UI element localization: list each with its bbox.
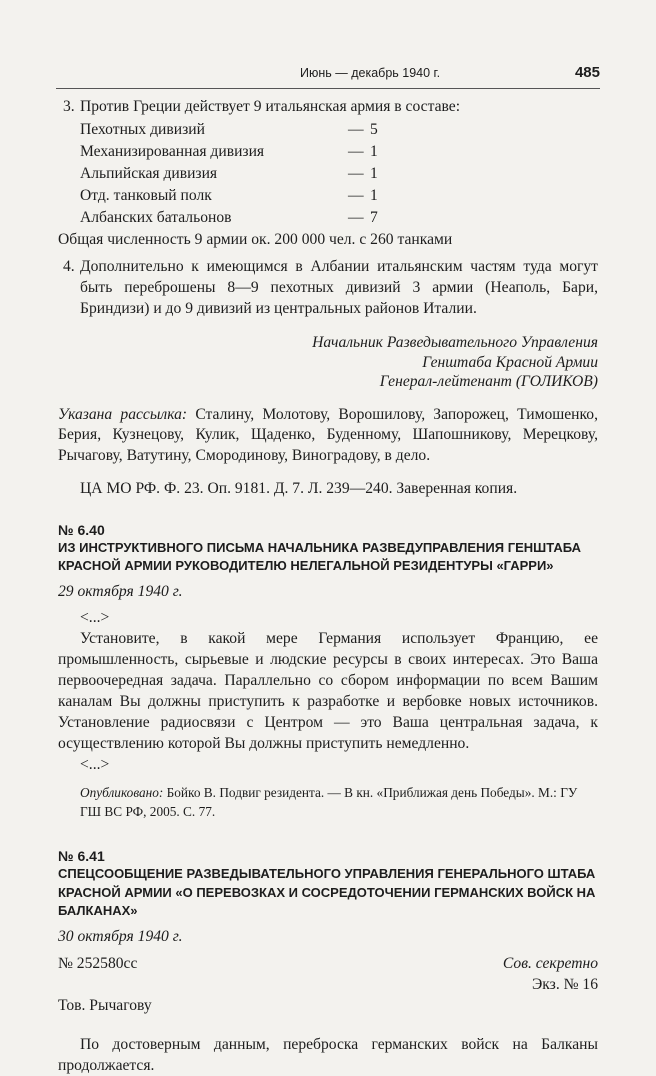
force-dash: — xyxy=(348,143,364,160)
list-item-number: 4. xyxy=(63,258,75,275)
force-value: 1 xyxy=(370,165,378,182)
document-number: № 6.40 xyxy=(58,522,105,538)
force-value: 7 xyxy=(370,209,378,226)
force-value: 5 xyxy=(370,121,378,138)
list-item-4 xyxy=(58,256,598,319)
document-title: ИЗ ИНСТРУКТИВНОГО ПИСЬМА НАЧАЛЬНИКА РАЗВЕДУПРАВЛЕНИЯ ГЕНШТАБА КРАСНОЙ АРМИИ РУКОВОДИТЕЛЮ НЕЛЕГАЛЬНОЙ РЕЗИДЕНТУРЫ «ГАРРИ» xyxy=(58,540,581,574)
running-head-title: Июнь — декабрь 1940 г. xyxy=(300,66,441,80)
omission-mark: <...> xyxy=(80,756,110,774)
running-head xyxy=(300,66,600,82)
addressee: Тов. Рычагову xyxy=(58,997,152,1015)
header-rule xyxy=(56,88,600,89)
registration-row xyxy=(58,953,598,974)
force-name: Механизированная дивизия xyxy=(80,143,265,160)
item3-intro: Против Греции действует 9 итальянская армия в составе: xyxy=(80,98,461,115)
page-content xyxy=(58,96,598,1076)
archive-source: ЦА МО РФ. Ф. 23. Оп. 9181. Д. 7. Л. 239—240. Заверенная копия. xyxy=(80,480,518,497)
distribution-text: Сталину, Молотову, Ворошилову, Запорожец, Тимошенко, Берия, Кузнецову, Кулик, Щаденко, Буденному, Шапошникову, Мерецкову, Рычагову, Ватутину, Смородинову, Виноградову, в дело. xyxy=(58,405,598,464)
document-number: № 6.41 xyxy=(58,848,105,865)
document-date: 29 октября 1940 г. xyxy=(58,583,183,601)
omission-mark: <...> xyxy=(80,609,110,627)
registration-number: № 252580сс xyxy=(58,955,138,973)
signature-line: Генерал-лейтенант (ГОЛИКОВ) xyxy=(379,373,598,390)
signature-block xyxy=(58,333,598,392)
signature-line: Начальник Разведывательного Управления xyxy=(312,334,598,351)
document-body: По достоверным данным, переброска германских войск на Балканы продолжается. xyxy=(58,1036,598,1075)
force-name: Отд. танковый полк xyxy=(80,187,212,204)
document-body: Установите, в какой мере Германия использует Францию, ее промышленность, сырьевые и людские ресурсы в своих интересах. Это Ваша первоочередная задача. Параллельно со сбором информации по всем Вашим каналам Вы должны приступить к разработке и вербовке новых источников. Установление радиосвязи с Центром — это Ваша центральная задача, к осуществлению которой Вы должны приступить немедленно. xyxy=(58,630,598,753)
signature-line: Генштаба Красной Армии xyxy=(422,353,598,371)
force-name: Альпийская дивизия xyxy=(80,165,218,182)
item4-text: Дополнительно к имеющимся в Албании итальянским частям туда могут быть переброшены 8—9 пехотных дивизий 3 армии (Неаполь, Бари, Бриндизи) и до 9 дивизий из центральных районов Италии. xyxy=(80,258,598,317)
forces-row xyxy=(80,141,598,163)
list-item-3 xyxy=(58,96,598,117)
forces-row xyxy=(80,119,598,141)
forces-row xyxy=(80,163,598,185)
force-dash: — xyxy=(348,165,364,182)
forces-total: Общая численность 9 армии ок. 200 000 чел. с 260 танками xyxy=(58,231,453,248)
force-name: Албанских батальонов xyxy=(80,209,232,226)
document-title: СПЕЦСООБЩЕНИЕ РАЗВЕДЫВАТЕЛЬНОГО УПРАВЛЕНИЯ ГЕНЕРАЛЬНОГО ШТАБА КРАСНОЙ АРМИИ «О ПЕРЕВОЗКАХ И СОСРЕДОТОЧЕНИИ ГЕРМАНСКИХ ВОЙСК НА БАЛКАНАХ» xyxy=(58,866,596,918)
force-dash: — xyxy=(348,121,364,138)
forces-table xyxy=(80,119,598,229)
force-dash: — xyxy=(348,187,364,204)
list-item-number: 3. xyxy=(63,98,75,115)
page-number: 485 xyxy=(574,64,600,81)
force-value: 1 xyxy=(370,187,378,204)
document-date: 30 октября 1940 г. xyxy=(58,928,183,946)
force-name: Пехотных дивизий xyxy=(80,121,205,138)
classification-mark: Сов. секретно xyxy=(502,955,598,973)
publication-note xyxy=(58,783,598,821)
force-value: 1 xyxy=(370,143,378,160)
distribution-list xyxy=(58,405,598,467)
force-dash: — xyxy=(348,209,364,226)
publication-label: Опубликовано: xyxy=(80,785,164,801)
copy-number: Экз. № 16 xyxy=(532,976,598,994)
publication-text: Бойко В. Подвиг резидента. — В кн. «Приближая день Победы». М.: ГУ ГШ ВС РФ, 2005. С. 77. xyxy=(80,785,578,820)
forces-row xyxy=(80,185,598,207)
forces-row xyxy=(80,207,598,229)
distribution-label: Указана рассылка: xyxy=(58,405,188,423)
